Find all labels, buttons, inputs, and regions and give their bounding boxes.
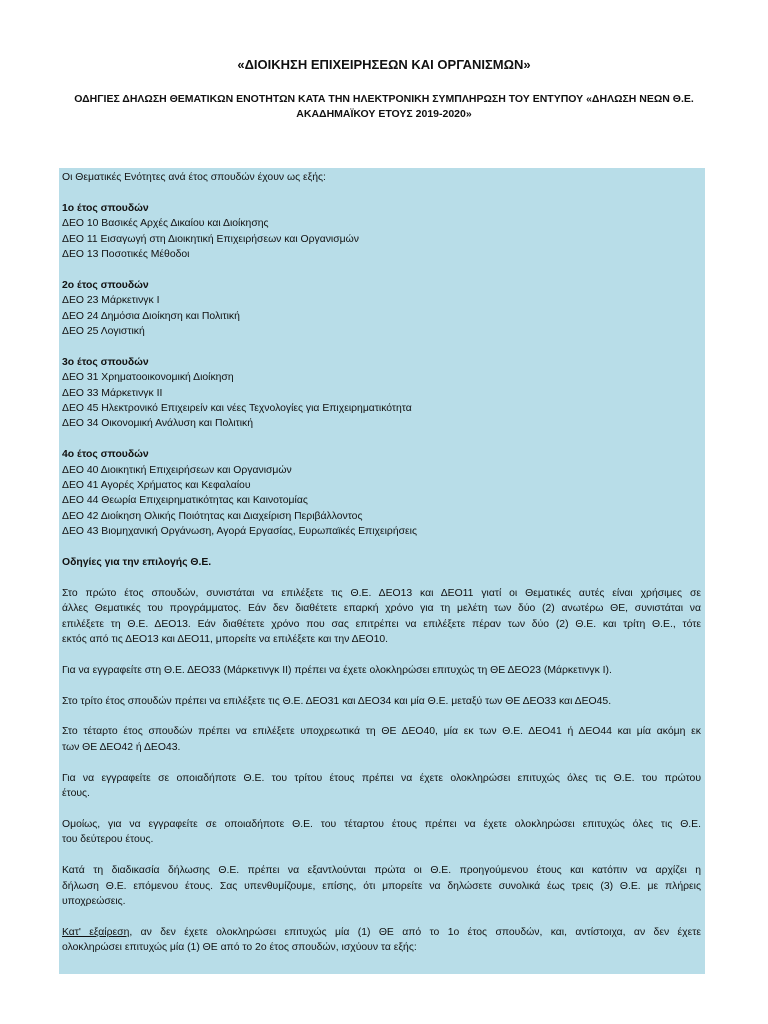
paragraph-fourth-year-prereq [62, 817, 701, 848]
course-item: ΔΕΟ 10 Βασικές Αρχές Δικαίου και Διοίκησης [62, 218, 269, 230]
document-subtitle [60, 92, 708, 122]
paragraph-line: Ομοίως, για να εγγραφείτε σε οποιαδήποτε Θ.Ε. του τέταρτου έτους πρέπει να έχετε ολοκληρώσει επιτυχώς όλες τις Θ.Ε. [62, 818, 701, 830]
paragraph-deo33: Για να εγγραφείτε στη Θ.Ε. ΔΕΟ33 (Μάρκετινγκ ΙΙ) πρέπει να έχετε ολοκληρώσει επιτυχώς τη ΘΕ ΔΕΟ23 (Μάρκετινγκ Ι). [62, 664, 612, 676]
course-item: ΔΕΟ 33 Μάρκετινγκ ΙΙ [62, 387, 163, 399]
content-box [59, 168, 705, 974]
paragraph-first-year [62, 586, 701, 648]
year2-heading: 2ο έτος σπουδών [62, 279, 149, 291]
spacer [62, 678, 701, 693]
paragraph-line: Κατά τη διαδικασία δήλωσης Θ.Ε. πρέπει να εξαντλούνται πρώτα οι Θ.Ε. προηγούμενου έτους και κατόπιν να αρχίζει η [62, 865, 701, 877]
course-item: ΔΕΟ 42 Διοίκηση Ολικής Ποιότητας και Διαχείριση Περιβάλλοντος [62, 510, 363, 522]
paragraph-line: ολοκληρώσει επιτυχώς μία (1) ΘΕ από το 2ο έτος σπουδών, ισχύουν τα εξής: [62, 942, 417, 954]
paragraph-line: Για να εγγραφείτε σε οποιαδήποτε Θ.Ε. του τρίτου έτους πρέπει να έχετε ολοκληρώσει επιτυχώς όλες τις Θ.Ε. του πρώτου [62, 772, 701, 784]
paragraph-line: άλλες Θεματικές του προγράμματος. Εάν δεν διαθέτετε επαρκή χρόνο για τη μελέτη των δύο (2) ανωτέρω ΘΕ, συνιστάται να [62, 603, 701, 615]
exception-label: Κατ' εξαίρεση [62, 926, 130, 938]
spacer [62, 848, 701, 863]
subtitle-line-2: ΑΚΑΔΗΜΑΪΚΟΥ ΕΤΟΥΣ 2019-2020» [296, 108, 472, 120]
course-item: ΔΕΟ 25 Λογιστική [62, 326, 145, 338]
paragraph-line: Στο τέταρτο έτος σπουδών πρέπει να επιλέξετε υποχρεωτικά τη ΘΕ ΔΕΟ40, μία εκ των Θ.Ε. ΔΕΟ41 ή ΔΕΟ44 και μία ακόμη εκ [62, 726, 701, 738]
intro-text: Οι Θεματικές Ενότητες ανά έτος σπουδών έχουν ως εξής: [62, 172, 326, 183]
spacer [62, 755, 701, 770]
course-item: ΔΕΟ 45 Ηλεκτρονικό Επιχειρείν και νέες Τεχνολογίες για Επιχειρηματικότητα [62, 403, 412, 415]
spacer [62, 432, 701, 447]
paragraph-line [62, 925, 701, 940]
document-title: «ΔΙΟΙΚΗΣΗ ΕΠΙΧΕΙΡΗΣΕΩΝ ΚΑΙ ΟΡΓΑΝΙΣΜΩΝ» [237, 57, 531, 72]
course-item: ΔΕΟ 44 Θεωρία Επιχειρηματικότητας και Καινοτομίας [62, 495, 308, 507]
course-item: ΔΕΟ 24 Δημόσια Διοίκηση και Πολιτική [62, 310, 240, 322]
paragraph-line: Στο πρώτο έτος σπουδών, συνιστάται να επιλέξετε τις Θ.Ε. ΔΕΟ13 και ΔΕΟ11 γιατί οι Θεματικές αυτές είναι χρήσιμες σε [62, 587, 701, 599]
course-item: ΔΕΟ 31 Χρηματοοικονομική Διοίκηση [62, 372, 234, 384]
spacer [62, 570, 701, 585]
year3-heading: 3ο έτος σπουδών [62, 356, 149, 368]
paragraph-declaration-order [62, 863, 701, 909]
paragraph-line: του δεύτερου έτους. [62, 834, 154, 846]
paragraph-third-year-prereq [62, 771, 701, 802]
paragraph-line: υποχρεώσεις. [62, 895, 126, 907]
course-item: ΔΕΟ 40 Διοικητική Επιχειρήσεων και Οργανισμών [62, 464, 292, 476]
subtitle-line-1: ΟΔΗΓΙΕΣ ΔΗΛΩΣΗ ΘΕΜΑΤΙΚΩΝ ΕΝΟΤΗΤΩΝ ΚΑΤΑ ΤΗΝ ΗΛΕΚΤΡΟΝΙΚΗ ΣΥΜΠΛΗΡΩΣΗ ΤΟΥ ΕΝΤΥΠΟΥ «ΔΗΛΩΣΗ ΝΕΩΝ Θ.Ε. [74, 93, 694, 105]
spacer [62, 185, 701, 200]
course-item: ΔΕΟ 41 Αγορές Χρήματος και Κεφαλαίου [62, 480, 251, 492]
paragraph-line: έτους. [62, 788, 90, 800]
spacer [62, 909, 701, 924]
spacer [62, 540, 701, 555]
exception-text: , αν δεν έχετε ολοκληρώσει επιτυχώς μία (1) ΘΕ από το 1ο έτος σπουδών, και, αντίστοιχα, αν δεν έχετε [129, 926, 701, 938]
spacer [62, 339, 701, 354]
course-item: ΔΕΟ 11 Εισαγωγή στη Διοικητική Επιχειρήσεων και Οργανισμών [62, 233, 359, 245]
paragraph-line: δήλωση Θ.Ε. επόμενου έτους. Σας υπενθυμίζουμε, επίσης, ότι μπορείτε να δηλώσετε συνολικά έως τρεις (3) Θ.Ε. με πλήρεις [62, 880, 701, 892]
course-item: ΔΕΟ 13 Ποσοτικές Μέθοδοι [62, 249, 190, 261]
course-item: ΔΕΟ 34 Οικονομική Ανάλυση και Πολιτική [62, 418, 253, 430]
spacer [62, 648, 701, 663]
paragraph-third-year: Στο τρίτο έτος σπουδών πρέπει να επιλέξετε τις Θ.Ε. ΔΕΟ31 και ΔΕΟ34 και μία Θ.Ε. μεταξύ των ΘΕ ΔΕΟ33 και ΔΕΟ45. [62, 695, 612, 707]
course-item: ΔΕΟ 23 Μάρκετινγκ Ι [62, 295, 160, 307]
paragraph-exception [62, 925, 701, 956]
paragraph-line: εκτός από τις ΔΕΟ13 και ΔΕΟ11, μπορείτε να επιλέξετε και την ΔΕΟ10. [62, 634, 389, 646]
spacer [62, 802, 701, 817]
year1-heading: 1ο έτος σπουδών [62, 202, 149, 214]
spacer [62, 262, 701, 277]
spacer [62, 709, 701, 724]
year4-heading: 4ο έτος σπουδών [62, 449, 149, 461]
course-item: ΔΕΟ 43 Βιομηχανική Οργάνωση, Αγορά Εργασίας, Ευρωπαϊκές Επιχειρήσεις [62, 526, 417, 538]
paragraph-line: επιλέξετε τη Θ.Ε. ΔΕΟ13. Εάν διαθέτετε χρόνο που σας επιτρέπει να επιλέξετε πέραν των δύο (2) Θ.Ε. και τρίτη Θ.Ε., τότε [62, 618, 701, 630]
instructions-heading: Οδηγίες για την επιλογής Θ.Ε. [62, 557, 212, 569]
paragraph-fourth-year [62, 724, 701, 755]
paragraph-line: των ΘΕ ΔΕΟ42 ή ΔΕΟ43. [62, 741, 181, 753]
